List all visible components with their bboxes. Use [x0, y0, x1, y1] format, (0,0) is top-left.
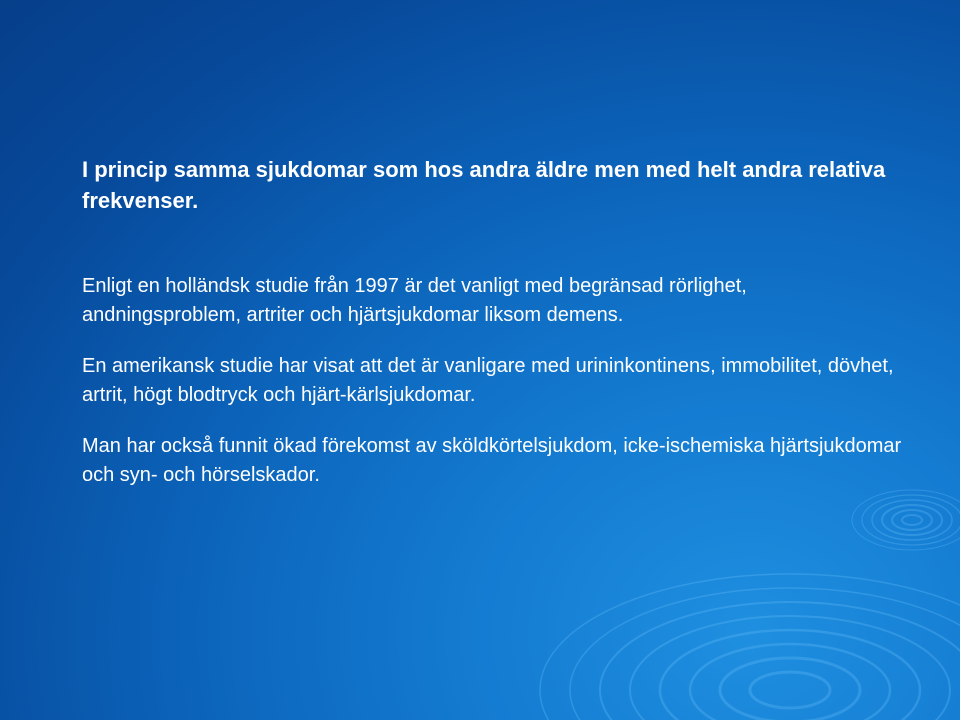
paragraph-dutch-study: Enligt en holländsk studie från 1997 är det vanligt med begränsad rörlighet, andningsproblem, artriter och hjärtsjukdomar liksom demens.	[82, 275, 747, 326]
slide-content	[82, 154, 902, 512]
paragraph-american-study: En amerikansk studie har visat att det är vanligare med urininkontinens, immobilitet, dövhet, artrit, högt blodtryck och hjärt-kärlsjukdomar.	[82, 355, 894, 406]
slide-heading: I princip samma sjukdomar som hos andra äldre men med helt andra relativa frekvenser.	[82, 157, 886, 213]
paragraph-additional-findings: Man har också funnit ökad förekomst av sköldkörtelsjukdom, icke-ischemiska hjärtsjukdomar och syn- och hörselskador.	[82, 435, 902, 486]
